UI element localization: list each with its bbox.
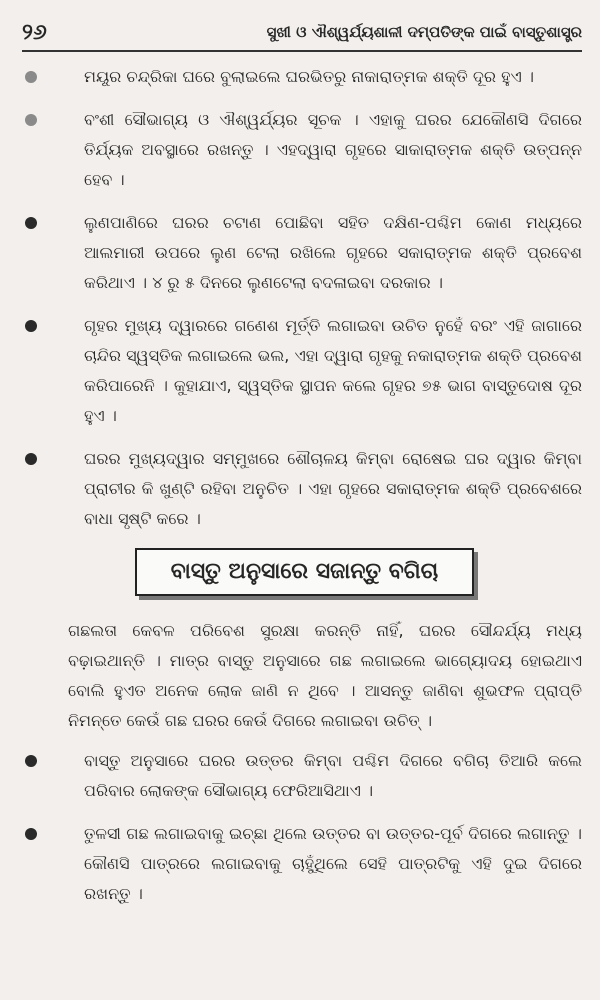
bullet-icon <box>25 114 37 126</box>
bullet-icon <box>25 217 37 229</box>
intro-paragraph: ଗଛଲତା କେବଳ ପରିବେଶ ସୁରକ୍ଷା କରନ୍ତି ନାହିଁ, ଘରର ସୌନ୍ଦର୍ଯ୍ୟ ମଧ୍ୟ ବଢ଼ାଇଥାନ୍ତି । ମାତ୍ର ବାସ୍ତୁ ଅନୁସାରେ ଗଛ ଲଗାଇଲେ ଭାଗ୍ୟୋଦୟ ହୋଇଥାଏ ବୋଲି ହୁଏତ ଅନେକ ଲୋକ ଜାଣି ନ ଥିବେ । ଆସନ୍ତୁ ଜାଣିବା ଶୁଭଫଳ ପ୍ରାପ୍ତି ନିମନ୍ତେ କେଉଁ ଗଛ ଘରର କେଉଁ ଦିଗରେ ଲଗାଇବା ଉଚିତ୍ । <box>68 621 582 730</box>
list-item-text: ବଂଶୀ ସୌଭାଗ୍ୟ ଓ ଐଶ୍ୱର୍ଯ୍ୟର ସୂଚକ । ଏହାକୁ ଘରର ଯେକୌଣସି ଦିଗରେ ତିର୍ଯ୍ୟକ ଅବସ୍ଥାରେ ରଖନ୍ତୁ । ଏହଦ୍ୱାରା ଗୃହରେ ସାକାରାତ୍ମକ ଶକ୍ତି ଉତ୍ପନ୍ନ ହେବ । <box>84 110 582 189</box>
bullet-icon <box>25 71 37 83</box>
list-item <box>22 105 582 195</box>
bullet-icon <box>25 828 37 840</box>
list-item <box>22 208 582 298</box>
list-item-text: ଗୃହର ମୁଖ୍ୟ ଦ୍ୱାରରେ ଗଣେଶ ମୂର୍ତ୍ତି ଲଗାଇବା ଉଚିତ ନୁହେଁ ବରଂ ଏହି ଜାଗାରେ ଚାନ୍ଦିର ସ୍ୱସ୍ତିକ ଲଗାଇଲେ ଭଲ, ଏହା ଦ୍ୱାରା ଗୃହକୁ ନକାରାତ୍ମକ ଶକ୍ତି ପ୍ରବେଶ କରିପାରେନି । କୁହାଯାଏ, ସ୍ୱସ୍ତିକ ସ୍ଥାପନ କଲେ ଗୃହର ୭୫ ଭାଗ ବାସ୍ତୁଦୋଷ ଦୂର ହୁଏ । <box>84 316 582 425</box>
section-heading: ବାସ୍ତୁ ଅନୁସାରେ ସଜାନ୍ତୁ ବଗିଚା <box>135 548 474 596</box>
bullet-icon <box>25 320 37 332</box>
page-number: ୨୬ <box>22 20 47 45</box>
list-item <box>22 62 582 92</box>
list-item-text: ବାସ୍ତୁ ଅନୁସାରେ ଘରର ଉତ୍ତର କିମ୍ବା ପଶ୍ଚିମ ଦିଗରେ ବଗିଚା ତିଆରି କଲେ ପରିବାର ଲୋକଙ୍କ ସୌଭାଗ୍ୟ ଫେରିଆସିଥାଏ । <box>84 751 582 800</box>
list-item-text: ମୟୂର ଚନ୍ଦ୍ରିକା ଘରେ ବୁଲାଇଲେ ଘରଭିତରୁ ନାକାରାତ୍ମକ ଶକ୍ତି ଦୂର ହୁଏ । <box>84 67 534 86</box>
list-item <box>22 746 582 806</box>
running-title: ସୁଖୀ ଓ ଐଶ୍ୱର୍ଯ୍ୟଶାଳୀ ଦମ୍ପତିଙ୍କ ପାଇଁ ବାସ୍ତୁଶାସ୍ତ୍ର <box>266 23 582 41</box>
page-content <box>22 62 582 922</box>
list-item <box>22 311 582 431</box>
header-rule <box>22 50 582 52</box>
bullet-icon <box>25 755 37 767</box>
page-header <box>22 20 582 48</box>
list-item-text: ତୁଳସୀ ଗଛ ଲଗାଇବାକୁ ଇଚ୍ଛା ଥିଲେ ଉତ୍ତର ବା ଉତ୍ତର-ପୂର୍ବ ଦିଗରେ ଲଗାନ୍ତୁ । କୌଣସି ପାତ୍ରରେ ଲଗାଇବାକୁ ଚାହୁଁଥିଲେ ସେହି ପାତ୍ରଟିକୁ ଏହି ଦୁଇ ଦିଗରେ ରଖନ୍ତୁ । <box>84 824 582 903</box>
list-item <box>22 819 582 909</box>
list-item-text: ଲୁଣପାଣିରେ ଘରର ଚଟାଣ ପୋଛିବା ସହିତ ଦକ୍ଷିଣ-ପଶ୍ଚିମ କୋଣ ମଧ୍ୟରେ ଆଲମାରୀ ଉପରେ ଲୁଣ ଟେଲା ରଖିଲେ ଗୃହରେ ସକାରାତ୍ମକ ଶକ୍ତି ପ୍ରବେଶ କରିଥାଏ । ୪ ରୁ ୫ ଦିନରେ ଲୁଣଟେଲା ବଦଳାଇବା ଦରକାର । <box>84 213 582 292</box>
list-item-text: ଘରର ମୁଖ୍ୟଦ୍ୱାର ସମ୍ମୁଖରେ ଶୌଚାଳୟ କିମ୍ବା ରୋଷେଇ ଘର ଦ୍ୱାର କିମ୍ବା ପ୍ରାଚୀର କି ଖୁଣ୍ଟି ରହିବା ଅନୁଚିତ । ଏହା ଗୃହରେ ସକାରାତ୍ମକ ଶକ୍ତି ପ୍ରବେଶରେ ବାଧା ସୃଷ୍ଟି କରେ । <box>84 449 582 528</box>
list-item <box>22 444 582 534</box>
bullet-icon <box>25 453 37 465</box>
